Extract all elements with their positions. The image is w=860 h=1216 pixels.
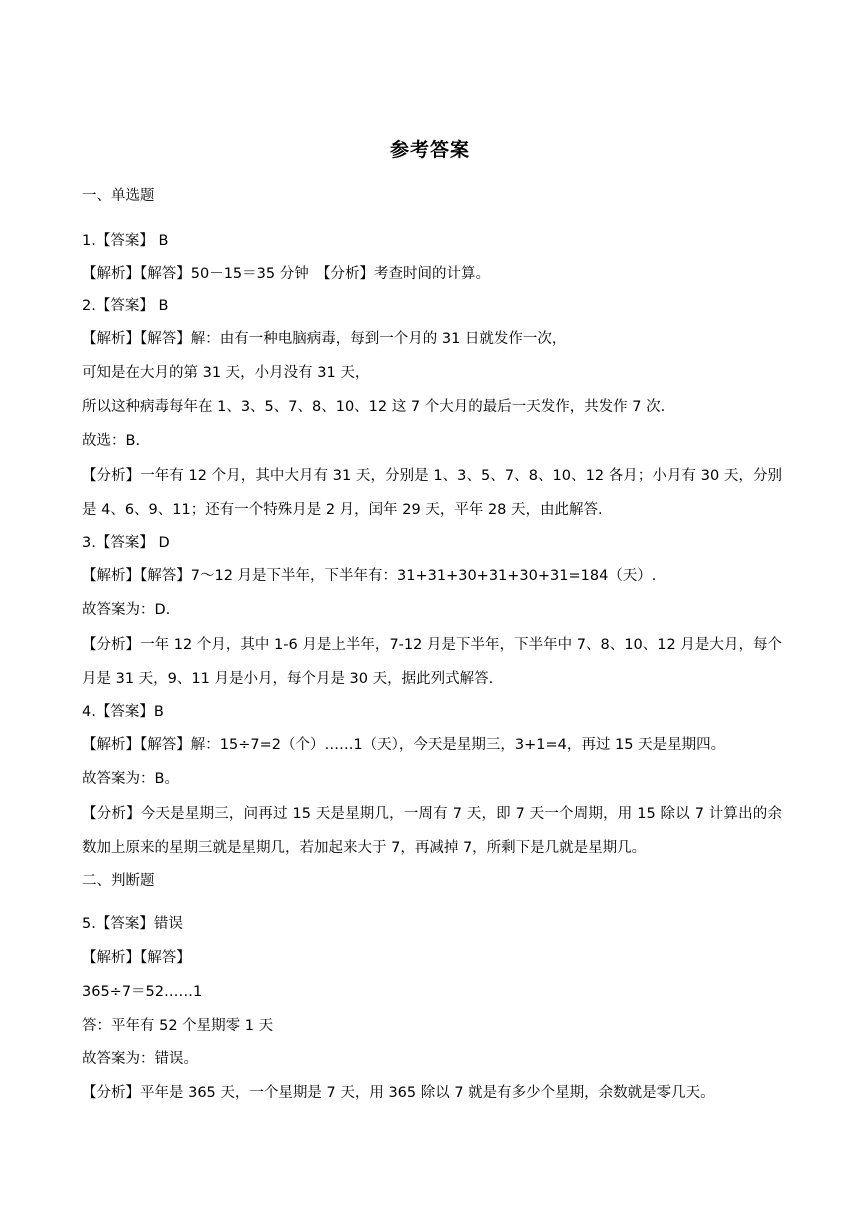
q2-explanation-line-1: 【解析】【解答】解：由有一种电脑病毒，每到一个月的 31 日就发作一次， [82, 331, 567, 347]
q3-answer: 3.【答案】 D [82, 535, 170, 551]
q4-explanation-line-1: 【解析】【解答】解：15÷7=2（个）……1（天），今天是星期三，3+1=4，再过 15 天是星期四。 [82, 737, 726, 753]
q1-answer: 1.【答案】 B [82, 233, 169, 249]
q5-explanation-line-1: 【解析】【解答】 [82, 950, 191, 966]
q5-note: 【分析】平年是 365 天，一个星期是 7 天，用 365 除以 7 就是有多少个星期，余数就是零几天。 [82, 1085, 715, 1101]
q2-answer: 2.【答案】 B [82, 298, 169, 314]
q1-analysis: 【解析】【解答】50－15＝35 分钟 【分析】考查时间的计算。 [82, 266, 490, 282]
q2-explanation-line-2: 可知是在大月的第 31 天，小月没有 31 天， [82, 365, 370, 381]
q2-explanation-line-4: 故选：B. [82, 433, 141, 449]
q5-answer: 5.【答案】错误 [82, 916, 183, 932]
section-heading-single-choice: 一、单选题 [82, 188, 155, 204]
q5-explanation-line-3: 答：平年有 52 个星期零 1 天 [82, 1018, 274, 1034]
q3-explanation-line-1: 【解析】【解答】7～12 月是下半年，下半年有：31+31+30+31+30+31=184（天）. [82, 568, 657, 584]
q5-explanation-line-4: 故答案为：错误。 [82, 1051, 198, 1067]
section-heading-true-false: 二、判断题 [82, 873, 155, 889]
q4-answer: 4.【答案】B [82, 704, 164, 720]
q2-note: 【分析】一年有 12 个月，其中大月有 31 天，分别是 1、3、5、7、8、10、12 各月；小月有 30 天，分别是 4、6、9、11；还有一个特殊月是 2 月，闰年 29 天，平年 28 天，由此解答. [82, 468, 782, 518]
q3-note: 【分析】一年 12 个月，其中 1-6 月是上半年，7-12 月是下半年，下半年中 7、8、10、12 月是大月，每个月是 31 天，9、11 月是小月，每个月是 30 天，据此列式解答. [82, 637, 782, 687]
q3-explanation-line-2: 故答案为：D. [82, 602, 171, 618]
q4-explanation-line-2: 故答案为：B。 [82, 771, 179, 787]
q4-note: 【分析】今天是星期三，问再过 15 天是星期几，一周有 7 天，即 7 天一个周期，用 15 除以 7 计算出的余数加上原来的星期三就是星期几，若加起来大于 7，再减掉 7，所剩下是几就是星期几。 [82, 806, 782, 856]
page-title: 参考答案 [389, 139, 470, 161]
q2-explanation-line-3: 所以这种病毒每年在 1、3、5、7、8、10、12 这 7 个大月的最后一天发作，共发作 7 次. [82, 399, 666, 415]
q5-explanation-line-2: 365÷7＝52……1 [82, 984, 203, 1000]
